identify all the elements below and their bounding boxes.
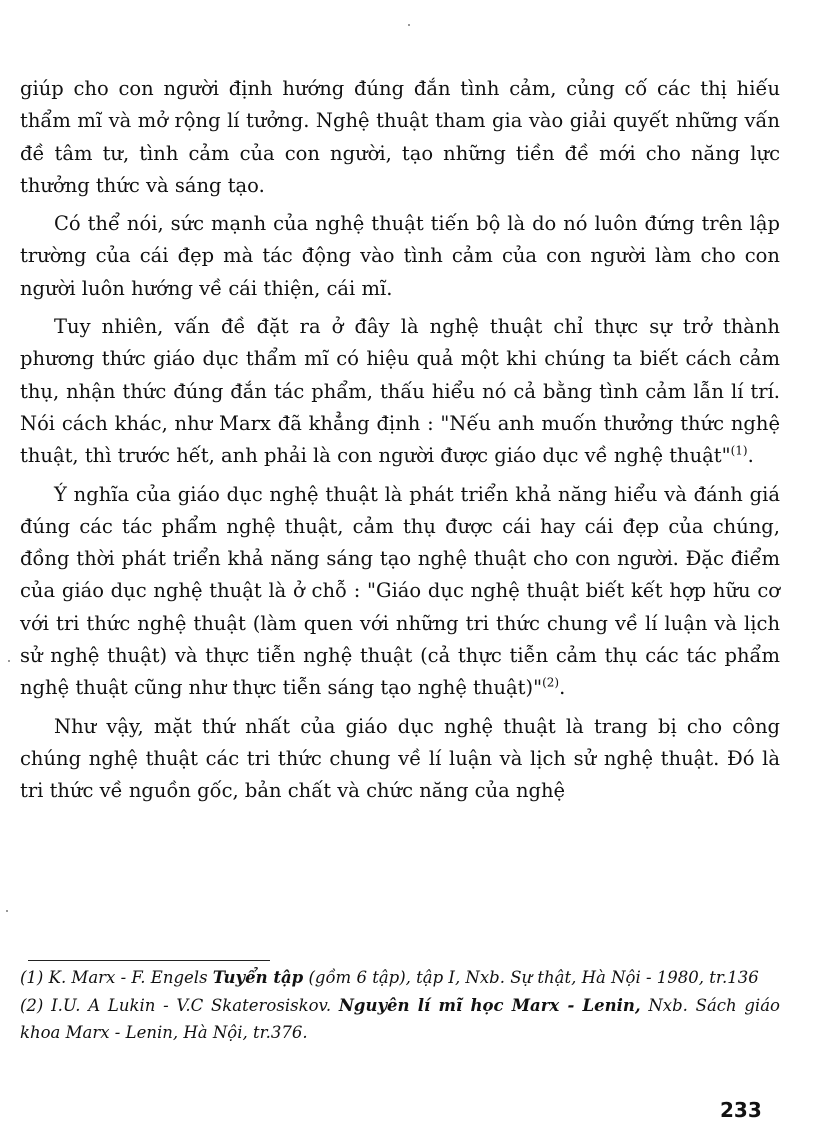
scan-speck xyxy=(408,24,410,26)
page-number: 233 xyxy=(720,1098,762,1122)
footnote-1-title: Tuyển tập xyxy=(212,968,304,987)
footnote-ref-1: (1) xyxy=(730,443,748,458)
main-text xyxy=(20,73,780,814)
footnote-1 xyxy=(20,964,780,992)
paragraph-2: Có thể nói, sức mạnh của nghệ thuật tiến bộ là do nó luôn đứng trên lập trường của cái đẹp mà tác động vào tình cảm của con người làm cho con người luôn hướng về cái thiện, cái mĩ. xyxy=(20,212,780,300)
footnotes xyxy=(20,964,780,1047)
sentence-end: . xyxy=(559,676,566,700)
footnote-divider xyxy=(28,960,270,961)
footnote-ref-2: (2) xyxy=(542,675,560,690)
paragraph-4-text: Ý nghĩa của giáo dục nghệ thuật là phát triển khả năng hiểu và đánh giá đúng các tác phẩm nghệ thuật, cảm thụ được cái hay cái đẹp của chúng, đồng thời phát triển khả năng sáng tạo nghệ thuật cho con người. Đặc điểm của giáo dục nghệ thuật là ở chỗ : "Giáo dục nghệ thuật biết kết hợp hữu cơ với tri thức nghệ thuật (làm quen với những tri thức chung về lí luận và lịch sử nghệ thuật) và thực tiễn nghệ thuật (cả thực tiễn cảm thụ các tác phẩm nghệ thuật cũng như thực tiễn sáng tạo nghệ thuật)" xyxy=(20,482,780,700)
sentence-end: . xyxy=(747,444,754,468)
paragraph-3 xyxy=(20,311,780,472)
footnote-1-details: (gồm 6 tập), tập I, Nxb. Sự thật, Hà Nội - 1980, tr.136 xyxy=(303,968,759,987)
footnote-2-details: Nxb. Sách giáo khoa Marx - Lenin, Hà Nội, tr.376. xyxy=(20,995,780,1042)
paragraph-5: Như vậy, mặt thứ nhất của giáo dục nghệ thuật là trang bị cho công chúng nghệ thuật các tri thức chung về lí luận và lịch sử nghệ thuật. Đó là tri thức về nguồn gốc, bản chất và chức năng của nghệ xyxy=(20,714,780,803)
footnote-2-author: (2) I.U. A Lukin - V.C Skaterosiskov. xyxy=(20,995,339,1015)
paragraph-1: giúp cho con người định hướng đúng đắn tình cảm, củng cố các thị hiếu thẩm mĩ và mở rộng lí tưởng. Nghệ thuật tham gia vào giải quyết những vấn đề tâm tư, tình cảm của con người, tạo những tiền đề mới cho năng lực thưởng thức và sáng tạo. xyxy=(20,77,780,197)
scan-speck xyxy=(8,660,10,662)
footnote-2 xyxy=(20,992,780,1047)
footnote-1-author: (1) K. Marx - F. Engels xyxy=(20,968,213,987)
paragraph-4 xyxy=(20,479,780,705)
footnote-2-title: Nguyên lí mĩ học Marx - Lenin, xyxy=(338,995,641,1015)
scan-speck xyxy=(6,910,8,912)
paragraph-3-text: Tuy nhiên, vấn đề đặt ra ở đây là nghệ thuật chỉ thực sự trở thành phương thức giáo dục thẩm mĩ có hiệu quả một khi chúng ta biết cách cảm thụ, nhận thức đúng đắn tác phẩm, thấu hiểu nó cả bằng tình cảm lẫn lí trí. Nói cách khác, như Marx đã khẳng định : "Nếu anh muốn thưởng thức nghệ thuật, thì trước hết, anh phải là con người được giáo dục về nghệ thuật" xyxy=(20,315,780,468)
